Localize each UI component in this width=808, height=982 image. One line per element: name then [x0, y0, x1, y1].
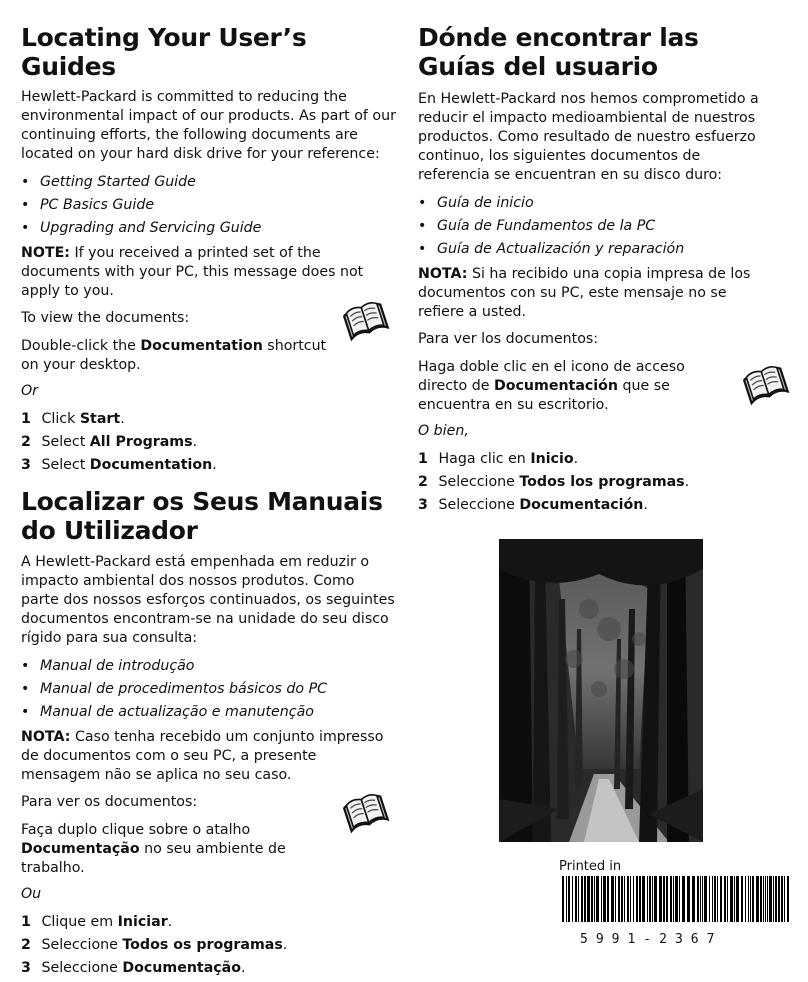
barcode-bar [745, 876, 746, 922]
barcode-bar [627, 876, 629, 922]
barcode-bar [603, 876, 606, 922]
left-column [21, 0, 396, 982]
barcode-bar [601, 876, 602, 922]
barcode-bar [670, 876, 672, 922]
barcode-bar [636, 876, 638, 922]
book-icon [740, 360, 790, 406]
barcode-bar [568, 876, 570, 922]
barcode-bar [769, 876, 772, 922]
list-item: • Upgrading and Servicing Guide [21, 219, 396, 238]
barcode-bar [572, 876, 573, 922]
barcode-bar [741, 876, 743, 922]
barcode-bar [763, 876, 764, 922]
step: 3 Seleccione Documentação. [21, 960, 246, 976]
part-number: 5991-2367 [580, 932, 723, 947]
barcode-bar [781, 876, 783, 922]
barcode-bar [578, 876, 579, 922]
barcode-bar [709, 876, 710, 922]
barcode-bar [562, 876, 564, 922]
barcode-bar [717, 876, 718, 922]
english-steps [21, 410, 396, 475]
spanish-or: O bien, [418, 423, 469, 439]
portuguese-title: Localizar os Seus Manuais do Utilizador [21, 487, 383, 545]
barcode-bar [773, 876, 774, 922]
barcode-bar [692, 876, 695, 922]
barcode [562, 876, 790, 932]
barcode-bar [775, 876, 777, 922]
barcode-bar [624, 876, 625, 922]
barcode-bar [700, 876, 701, 922]
barcode-bar [730, 876, 733, 922]
barcode-bar [748, 876, 749, 922]
list-item: • Guía de inicio [418, 194, 793, 213]
barcode-bar [663, 876, 665, 922]
portuguese-intro: A Hewlett-Packard está empenhada em reduzir o impacto ambiental dos nossos produtos. Como parte dos nossos esforços continuados, os seguintes documentos encontram-se na unidade do seu disco rígido para sua consulta: [21, 554, 395, 646]
list-item: • PC Basics Guide [21, 196, 396, 215]
english-double-click: Double-click the Documentation shortcut on your desktop. [21, 338, 327, 373]
step: 3 Seleccione Documentación. [418, 497, 648, 513]
barcode-bar [687, 876, 690, 922]
english-or: Or [21, 383, 39, 399]
barcode-bar [679, 876, 680, 922]
barcode-bar [727, 876, 728, 922]
spanish-view: Para ver los documentos: [418, 331, 599, 347]
portuguese-note: NOTA: Caso tenha recebido um conjunto impresso de documentos com o seu PC, a presente mensagem não se aplica no seu caso. [21, 729, 384, 783]
spanish-guide-list [418, 194, 793, 259]
spanish-steps [418, 450, 793, 515]
barcode-bar [596, 876, 599, 922]
barcode-bar [756, 876, 759, 922]
barcode-bar [752, 876, 754, 922]
barcode-bar [750, 876, 751, 922]
barcode-bar [787, 876, 789, 922]
barcode-bar [584, 876, 586, 922]
barcode-bar [575, 876, 577, 922]
barcode-bar [652, 876, 653, 922]
barcode-bar [675, 876, 678, 922]
portuguese-guide-list [21, 657, 396, 722]
step: 3 Select Documentation. [21, 457, 217, 473]
spanish-title: Dónde encontrar las Guías del usuario [418, 23, 699, 81]
printed-in-label: Printed in [559, 859, 622, 874]
english-view: To view the documents: [21, 310, 190, 326]
barcode-bar [702, 876, 703, 922]
list-item: • Guía de Actualización y reparación [418, 240, 793, 259]
barcode-bar [784, 876, 785, 922]
barcode-bar [720, 876, 722, 922]
barcode-bar [682, 876, 685, 922]
barcode-bar [594, 876, 595, 922]
list-item: • Manual de procedimentos básicos do PC [21, 680, 396, 699]
book-icon [340, 296, 390, 342]
barcode-bar [618, 876, 620, 922]
barcode-bar [633, 876, 634, 922]
barcode-bar [654, 876, 657, 922]
barcode-bar [659, 876, 662, 922]
portuguese-steps [21, 913, 396, 978]
barcode-bar [712, 876, 713, 922]
book-icon [340, 788, 390, 834]
spanish-intro: En Hewlett-Packard nos hemos comprometido a reducir el impacto medioambiental de nuestros productos. Como resultado de nuestro esfuerzo continuo, los siguientes documentos de referencia se encuentran en su disco duro: [418, 91, 759, 183]
portuguese-view: Para ver os documentos: [21, 794, 198, 810]
spanish-double-click: Haga doble clic en el icono de acceso directo de Documentación que se encuentra en su escritorio. [418, 359, 685, 413]
barcode-bar [639, 876, 641, 922]
forest-path-photo [499, 539, 703, 842]
barcode-bar [607, 876, 609, 922]
barcode-bar [714, 876, 716, 922]
portuguese-or: Ou [21, 886, 42, 902]
barcode-bar [581, 876, 583, 922]
barcode-bar [778, 876, 780, 922]
barcode-bar [734, 876, 735, 922]
step: 1 Haga clic en Inicio. [418, 451, 579, 467]
barcode-bar [649, 876, 651, 922]
barcode-bar [724, 876, 726, 922]
barcode-bar [673, 876, 674, 922]
step: 2 Seleccione Todos los programas. [418, 474, 690, 490]
portuguese-double-click: Faça duplo clique sobre o atalho Documentação no seu ambiente de trabalho. [21, 822, 286, 876]
barcode-bar [591, 876, 593, 922]
list-item: • Manual de actualização e manutenção [21, 703, 396, 722]
barcode-bar [736, 876, 739, 922]
barcode-bar [611, 876, 614, 922]
step: 2 Select All Programs. [21, 434, 198, 450]
barcode-bar [621, 876, 623, 922]
barcode-bar [704, 876, 707, 922]
barcode-bar [587, 876, 590, 922]
list-item: • Manual de introdução [21, 657, 396, 676]
barcode-bar [566, 876, 567, 922]
barcode-bar [760, 876, 762, 922]
step: 1 Click Start. [21, 411, 125, 427]
right-column [418, 0, 793, 519]
barcode-bar [642, 876, 645, 922]
spanish-note: NOTA: Si ha recibido una copia impresa de los documentos con su PC, este mensaje no se refiere a usted. [418, 266, 751, 320]
step: 1 Clique em Iniciar. [21, 914, 173, 930]
english-title: Locating Your User’s Guides [21, 23, 307, 81]
english-intro: Hewlett-Packard is committed to reducing the environmental impact of our products. As part of our continuing efforts, the following documents are located on your hard disk drive for your reference: [21, 89, 396, 162]
barcode-bar [666, 876, 668, 922]
list-item: • Guía de Fundamentos de la PC [418, 217, 793, 236]
step: 2 Seleccione Todos os programas. [21, 937, 288, 953]
english-guide-list [21, 173, 396, 238]
barcode-bar [697, 876, 699, 922]
english-note: NOTE: If you received a printed set of the documents with your PC, this message does not apply to you. [21, 245, 364, 299]
barcode-bar [765, 876, 766, 922]
barcode-bar [615, 876, 616, 922]
barcode-bar [647, 876, 648, 922]
list-item: • Getting Started Guide [21, 173, 396, 192]
barcode-bar [767, 876, 768, 922]
barcode-bar [630, 876, 631, 922]
